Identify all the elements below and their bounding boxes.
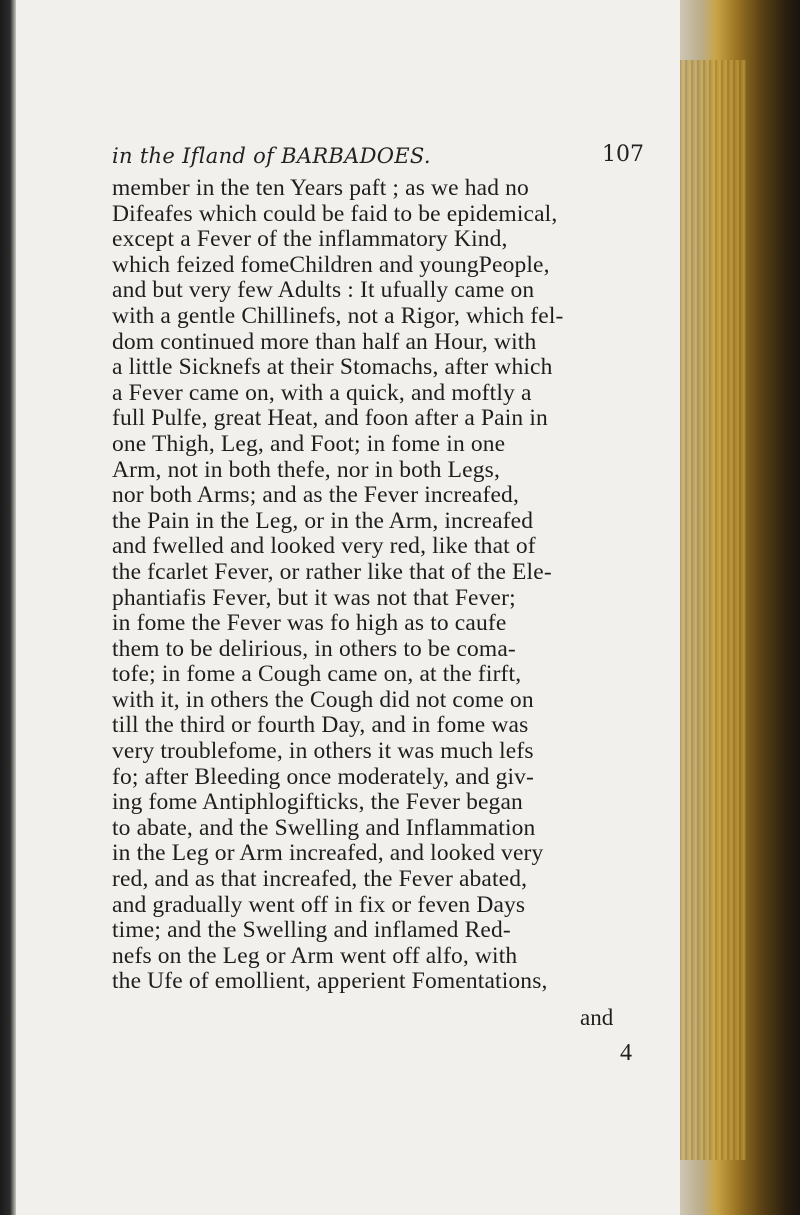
text-line: Difeafes which could be faid to be epidemical, (112, 200, 558, 227)
text-line: till the third or fourth Day, and in fome was (112, 712, 529, 739)
signature-mark: 4 (620, 1040, 632, 1066)
text-line: the fcarlet Fever, or rather like that of the Ele- (112, 558, 552, 585)
text-line: fo; after Bleeding once moderately, and giv- (112, 763, 535, 790)
page-number: 107 (602, 142, 644, 167)
text-line: Arm, not in both thefe, nor in both Legs, (112, 456, 500, 483)
text-line: them to be delirious, in others to be coma- (112, 635, 516, 662)
text-line: very troublefome, in others it was much lefs (112, 738, 534, 765)
text-line: in the Leg or Arm increafed, and looked very (112, 840, 544, 867)
text-line: to abate, and the Swelling and Inflammation (112, 814, 536, 841)
text-line: a Fever came on, with a quick, and moftly a (112, 379, 532, 406)
text-line: with a gentle Chillinefs, not a Rigor, which fel- (112, 302, 564, 329)
text-line: tofe; in fome a Cough came on, at the firft, (112, 661, 522, 688)
text-line: in fome the Fever was fo high as to caufe (112, 610, 507, 637)
text-line: and fwelled and looked very red, like that of (112, 533, 536, 560)
text-line: a little Sicknefs at their Stomachs, after which (112, 354, 553, 381)
text-line: the Pain in the Leg, or in the Arm, increafed (112, 507, 534, 534)
text-line: dom continued more than half an Hour, with (112, 328, 537, 355)
text-line: which feized fomeChildren and youngPeople, (112, 251, 550, 278)
catchword: and (580, 1005, 614, 1030)
text-line: and gradually went off in fix or feven Days (112, 891, 526, 918)
running-title: in the Ifland of BARBADOES. (112, 144, 431, 168)
text-line: and but very few Adults : It ufually came on (112, 277, 535, 304)
text-line: ing fome Antiphlogifticks, the Fever began (112, 789, 523, 816)
text-line: one Thigh, Leg, and Foot; in fome in one (112, 430, 506, 457)
text-line: with it, in others the Cough did not come on (112, 686, 534, 713)
text-line: the Ufe of emollient, apperient Fomentations, (112, 968, 548, 995)
page-header (112, 140, 644, 170)
text-line: member in the ten Years paft ; as we had no (112, 175, 529, 201)
text-line: phantiafis Fever, but it was not that Fever; (112, 584, 516, 611)
text-line: time; and the Swelling and inflamed Red- (112, 917, 511, 944)
gilt-page-edge (676, 60, 746, 1160)
body-text (112, 176, 654, 995)
text-line: red, and as that increafed, the Fever abated, (112, 866, 528, 893)
text-line: full Pulfe, great Heat, and foon after a Pain in (112, 405, 548, 432)
text-line: nor both Arms; and as the Fever increafed, (112, 482, 519, 509)
text-line: except a Fever of the inflammatory Kind, (112, 226, 508, 253)
text-line: nefs on the Leg or Arm went off alfo, with (112, 942, 518, 969)
